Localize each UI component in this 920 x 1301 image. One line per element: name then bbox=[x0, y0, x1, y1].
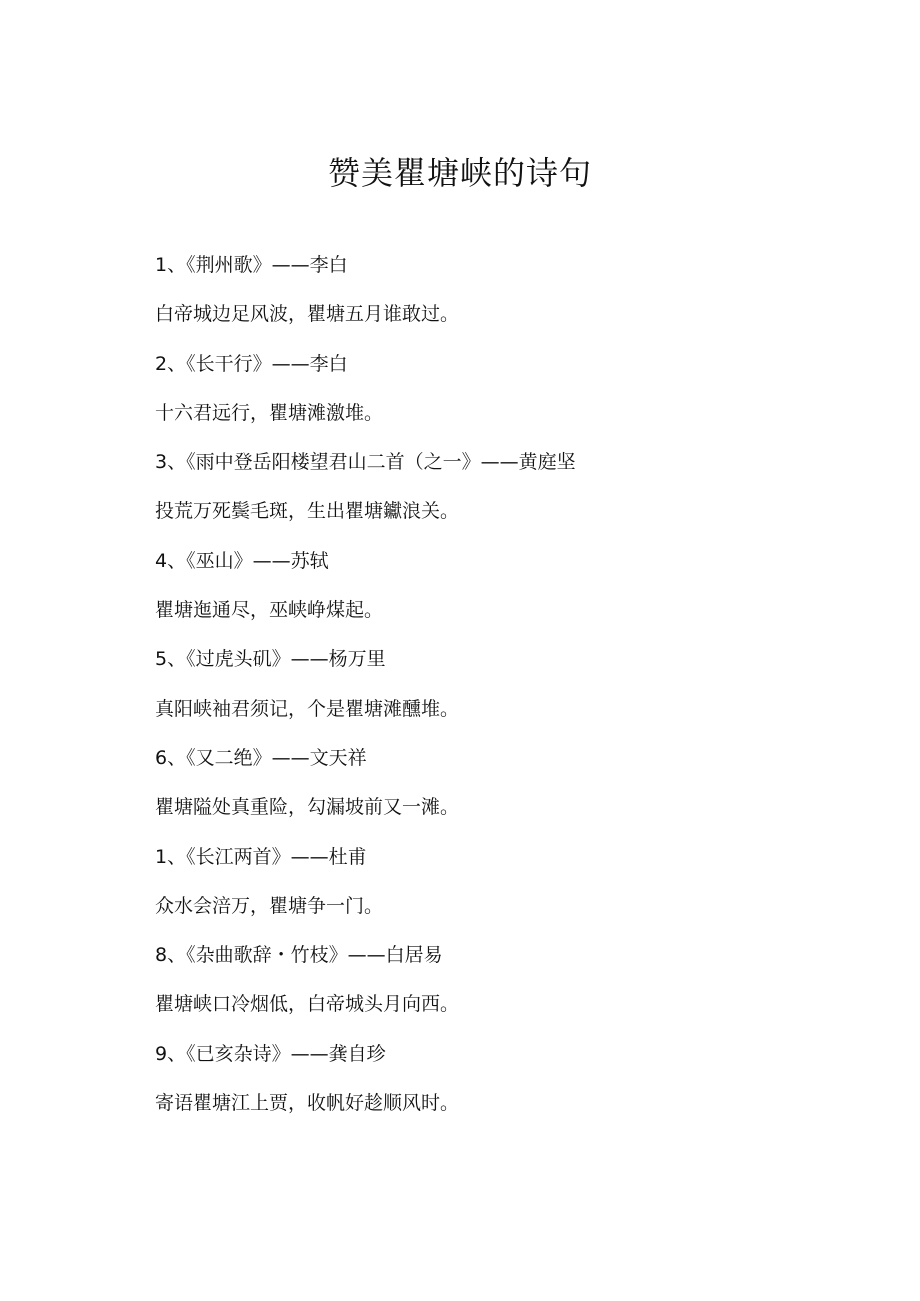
poem-heading: 9、《已亥杂诗》——龚自珍 bbox=[155, 1042, 386, 1065]
page-title: 赞美瞿塘峡的诗句 bbox=[327, 154, 592, 193]
poem-verse: 瞿塘隘处真重险，勾漏坡前又一滩。 bbox=[155, 796, 460, 819]
poem-heading: 1、《长江两首》——杜甫 bbox=[155, 845, 367, 868]
poem-entry bbox=[155, 841, 855, 940]
poem-list bbox=[155, 249, 855, 1136]
poem-entry bbox=[155, 545, 855, 644]
poem-verse: 瞿塘迤通尽，巫峡峥煤起。 bbox=[155, 599, 384, 622]
poem-verse: 白帝城边足风波，瞿塘五月谁敢过。 bbox=[155, 303, 460, 326]
poem-entry bbox=[155, 742, 855, 841]
poem-entry bbox=[155, 939, 855, 1038]
poem-entry bbox=[155, 249, 855, 348]
poem-verse: 真阳峡袖君须记，个是瞿塘滩醺堆。 bbox=[155, 697, 460, 720]
poem-entry bbox=[155, 643, 855, 742]
poem-heading: 3、《雨中登岳阳楼望君山二首（之一》——黄庭坚 bbox=[155, 451, 576, 474]
poem-verse: 十六君远行，瞿塘滩激堆。 bbox=[155, 401, 384, 424]
poem-heading: 1、《荆州歌》——李白 bbox=[155, 254, 348, 276]
poem-entry bbox=[155, 348, 855, 447]
poem-entry bbox=[155, 1038, 855, 1137]
poem-heading: 2、《长干行》——李白 bbox=[155, 352, 348, 375]
poem-verse: 寄语瞿塘江上贾，收帆好趁顺风时。 bbox=[155, 1092, 460, 1115]
poem-entry bbox=[155, 446, 855, 545]
poem-heading: 5、《过虎头矶》——杨万里 bbox=[155, 648, 386, 671]
poem-verse: 投荒万死鬓毛斑，生出瞿塘钀浪关。 bbox=[155, 500, 460, 523]
poem-verse: 瞿塘峡口冷烟低，白帝城头月向西。 bbox=[155, 993, 460, 1016]
poem-verse: 众水会涪万，瞿塘争一门。 bbox=[155, 894, 384, 917]
poem-heading: 6、《又二绝》——文天祥 bbox=[155, 746, 367, 769]
poem-heading: 4、《巫山》——苏轼 bbox=[155, 549, 329, 572]
poem-heading: 8、《杂曲歌辞・竹枝》——白居易 bbox=[155, 944, 443, 967]
